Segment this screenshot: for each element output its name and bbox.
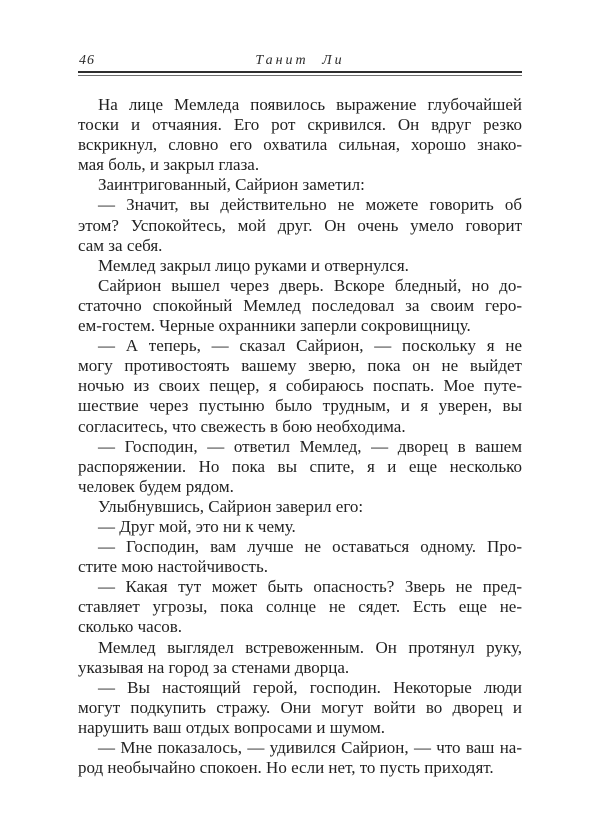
text-line: человек будем рядом. <box>78 476 234 496</box>
text-line: ночью из своих пещер, я собираюсь поспать. Мое путе- <box>78 376 522 396</box>
text-line: указывая на город за стенами дворца. <box>78 657 350 677</box>
body-text <box>78 95 522 778</box>
header-rule <box>78 71 522 76</box>
text-line: — Господин, вам лучше не оставаться одному. Про- <box>98 537 522 557</box>
text-line: — Значит, вы действительно не можете говорить об <box>98 195 522 215</box>
text-line: род необычайно спокоен. Но если нет, то пусть приходят. <box>78 758 494 778</box>
text-line: Улыбнувшись, Сайрион заверил его: <box>98 496 364 516</box>
running-title: Танит Ли <box>255 53 345 68</box>
text-line: тоски и отчаяния. Его рот скривился. Он вдруг резко <box>78 115 522 135</box>
text-line: распоряжении. Но пока вы спите, я и еще несколько <box>78 456 522 476</box>
text-line: — Вы настоящий герой, господин. Некоторые люди <box>98 677 522 697</box>
text-line: сам за себя. <box>78 235 163 255</box>
text-line: статочно спокойный Мемлед последовал за своим геро- <box>78 295 522 315</box>
text-line: этом? Успокойтесь, мой друг. Он очень умело говорит <box>78 215 522 235</box>
text-line: На лице Мемледа появилось выражение глубочайшей <box>98 95 522 114</box>
text-line: стите мою настойчивость. <box>78 557 268 577</box>
text-line: могу противостоять вашему зверю, пока он не выйдет <box>78 356 522 376</box>
text-line: — Господин, — ответил Мемлед, — дворец в вашем <box>98 436 522 456</box>
text-line: могут подкупить стражу. Они могут войти во дворец и <box>78 697 522 717</box>
text-line: шествие через пустыню было трудным, и я уверен, вы <box>78 396 522 416</box>
text-line: ставляет угрозы, пока солнце не сядет. Есть еще не- <box>78 597 522 617</box>
text-line: — Мне показалось, — удивился Сайрион, — что ваш на- <box>98 738 522 757</box>
text-line: — А теперь, — сказал Сайрион, — поскольку я не <box>98 336 522 356</box>
text-line: согласитесь, что свежесть в бою необходима. <box>78 416 406 436</box>
text-line: Заинтригованный, Сайрион заметил: <box>98 175 365 195</box>
text-line: нарушить ваш отдых вопросами и шумом. <box>78 717 386 737</box>
page-content <box>78 0 522 778</box>
text-line: Мемлед выглядел встревоженным. Он протянул руку, <box>98 637 522 657</box>
running-header <box>78 52 522 69</box>
text-line: мая боль, и закрыл глаза. <box>78 155 260 175</box>
text-line: — Друг мой, это ни к чему. <box>98 516 296 536</box>
text-line: Мемлед закрыл лицо руками и отвернулся. <box>98 255 409 275</box>
page-number: 46 <box>79 53 95 68</box>
text-line: вскрикнул, словно его охватила сильная, хорошо знако- <box>78 135 522 155</box>
text-line: ем-гостем. Черные охранники заперли сокровищницу. <box>78 316 471 336</box>
text-line: — Какая тут может быть опасность? Зверь не пред- <box>98 577 522 597</box>
text-line: Сайрион вышел через дверь. Вскоре бледный, но до- <box>98 275 522 295</box>
text-line: сколько часов. <box>78 617 183 637</box>
